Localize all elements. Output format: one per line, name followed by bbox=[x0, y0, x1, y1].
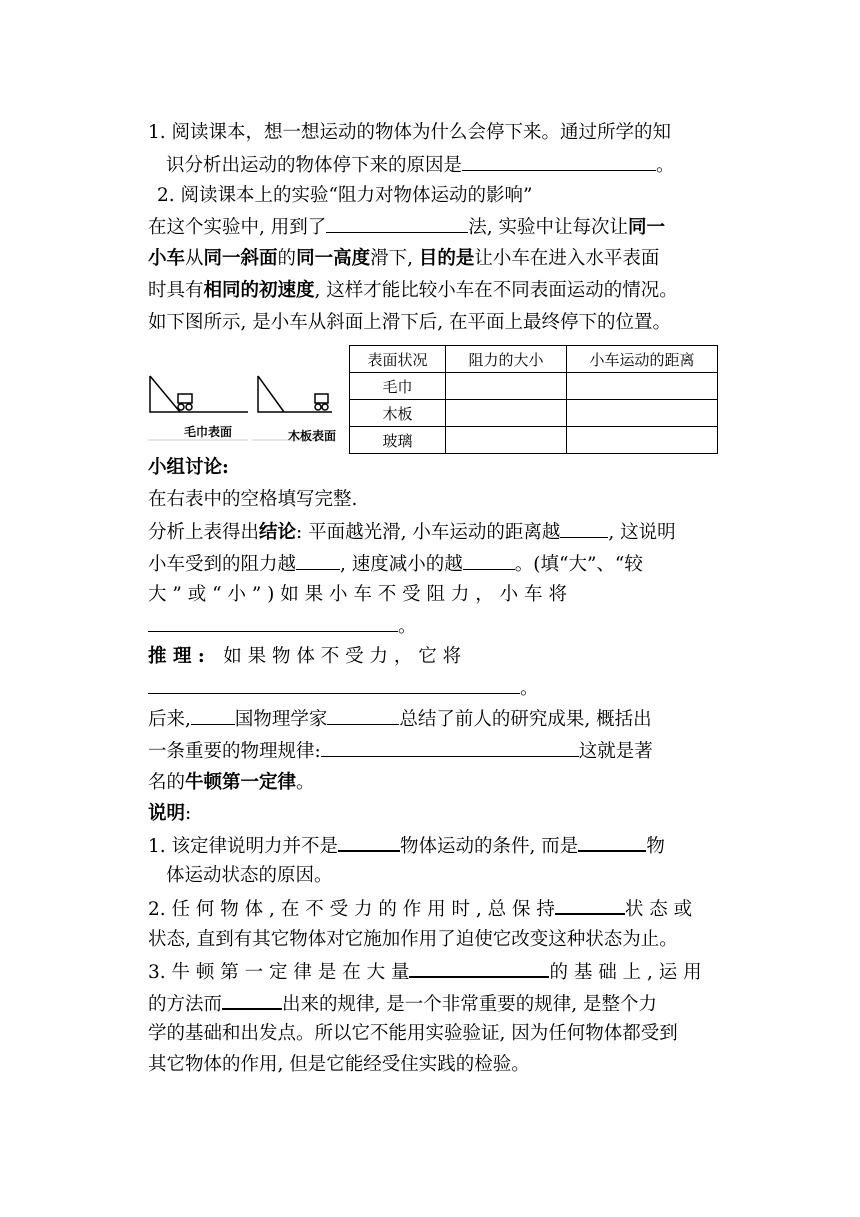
answer-blank[interactable] bbox=[462, 152, 656, 171]
q2-line4: 时具有相同的初速度, 这样才能比较小车在不同表面运动的情况。 bbox=[148, 280, 678, 301]
notes-line7: 学的基础和出发点。所以它不能用实验验证, 因为任何物体都受到 bbox=[148, 1023, 678, 1044]
physicist-blank[interactable] bbox=[327, 706, 399, 725]
header-resistance: 阻力的大小 bbox=[446, 346, 567, 373]
discussion-line4: 大 ” 或 “ 小 ” ) 如 果 小 车 不 受 阻 力 ， 小 车 将 bbox=[148, 584, 567, 605]
reasoning-line5: 名的牛顿第一定律。 bbox=[148, 772, 315, 793]
table-header-row bbox=[350, 346, 718, 373]
distance-blank[interactable] bbox=[560, 519, 608, 538]
notes-line3: 2. 任 何 物 体 , 在 不 受 力 的 作 用 时 , 总 保 持 状 态 或 bbox=[148, 895, 714, 923]
maintain-blank[interactable] bbox=[338, 832, 400, 852]
reasoning-line3: 后来, 国物理学家 总结了前人的研究成果, 概括出 bbox=[148, 706, 714, 733]
resistance-blank[interactable] bbox=[296, 551, 340, 570]
notes-line2: 体运动状态的原因。 bbox=[166, 865, 333, 886]
reasoning-line1: 推 理 : 如 果 物 体 不 受 力 ， 它 将 bbox=[148, 646, 462, 667]
notes-line6: 的方法而 出来的规律, 是一个非常重要的规律, 是整个力 bbox=[148, 990, 714, 1018]
discussion-line2: 分析上表得出结论: 平面越光滑, 小车运动的距离越 , 这说明 bbox=[148, 519, 714, 546]
table-row bbox=[350, 427, 718, 454]
table-cell-blank[interactable] bbox=[446, 400, 567, 427]
change-blank[interactable] bbox=[578, 832, 646, 852]
reasoning-line2: 。 bbox=[148, 675, 714, 702]
reasoning-line4: 一条重要的物理规律: 这就是著 bbox=[148, 738, 714, 765]
notes-line4: 状态, 直到有其它物体对它施加作用了迫使它改变这种状态为止。 bbox=[148, 929, 678, 950]
caption-board: 木板表面 bbox=[288, 429, 337, 443]
row-label: 木板 bbox=[350, 400, 446, 427]
speed-blank[interactable] bbox=[463, 551, 515, 570]
country-blank[interactable] bbox=[191, 706, 235, 725]
row-label: 玻璃 bbox=[350, 427, 446, 454]
experiment-blank[interactable] bbox=[409, 958, 549, 978]
method-blank[interactable] bbox=[326, 214, 468, 233]
discussion-line5: 。 bbox=[148, 613, 714, 640]
notes-line8: 其它物体的作用, 但是它能经受住实践的检验。 bbox=[148, 1054, 530, 1075]
caption-towel: 毛巾表面 bbox=[184, 425, 233, 439]
table-cell-blank[interactable] bbox=[567, 400, 718, 427]
header-surface: 表面状况 bbox=[350, 346, 446, 373]
law-blank[interactable] bbox=[321, 738, 579, 757]
no-force-blank[interactable] bbox=[148, 675, 520, 694]
row-label: 毛巾 bbox=[350, 373, 446, 400]
q2-line1: 2. 阅读课本上的实验“阻力对物体运动的影响” bbox=[157, 185, 533, 206]
q1-line2: 识分析出运动的物体停下来的原因是 。 bbox=[166, 152, 732, 179]
table-row bbox=[350, 400, 718, 427]
q2-line2: 在这个实验中, 用到了 法, 实验中让每次让同一 bbox=[148, 214, 714, 241]
table-cell-blank[interactable] bbox=[567, 427, 718, 454]
discussion-title: 小组讨论: bbox=[148, 457, 229, 478]
q2-line5: 如下图所示, 是小车从斜面上滑下后, 在平面上最终停下的位置。 bbox=[148, 312, 672, 333]
results-table bbox=[349, 345, 718, 454]
discussion-line1: 在右表中的空格填写完整. bbox=[148, 489, 358, 510]
discussion-line3: 小车受到的阻力越 , 速度减小的越 。(填“大”、“较 bbox=[148, 551, 714, 578]
no-resistance-blank[interactable] bbox=[148, 613, 398, 632]
notes-line1: 1. 该定律说明力并不是 物体运动的条件, 而是 物 bbox=[148, 832, 714, 860]
incline-diagram bbox=[148, 370, 338, 450]
derived-blank[interactable] bbox=[222, 990, 282, 1010]
q1-line1: 1. 阅读课本，想一想运动的物体为什么会停下来。通过所学的知 bbox=[148, 122, 672, 143]
q2-line3: 小车从同一斜面的同一高度滑下, 目的是让小车在进入水平表面 bbox=[148, 248, 660, 269]
header-distance: 小车运动的距离 bbox=[567, 346, 718, 373]
notes-title: 说明: bbox=[148, 803, 192, 824]
table-row bbox=[350, 373, 718, 400]
state-blank[interactable] bbox=[555, 895, 625, 915]
table-cell-blank[interactable] bbox=[446, 373, 567, 400]
table-cell-blank[interactable] bbox=[446, 427, 567, 454]
notes-line5: 3. 牛 顿 第 一 定 律 是 在 大 量 的 基 础 上 , 运 用 bbox=[148, 958, 714, 986]
table-cell-blank[interactable] bbox=[567, 373, 718, 400]
